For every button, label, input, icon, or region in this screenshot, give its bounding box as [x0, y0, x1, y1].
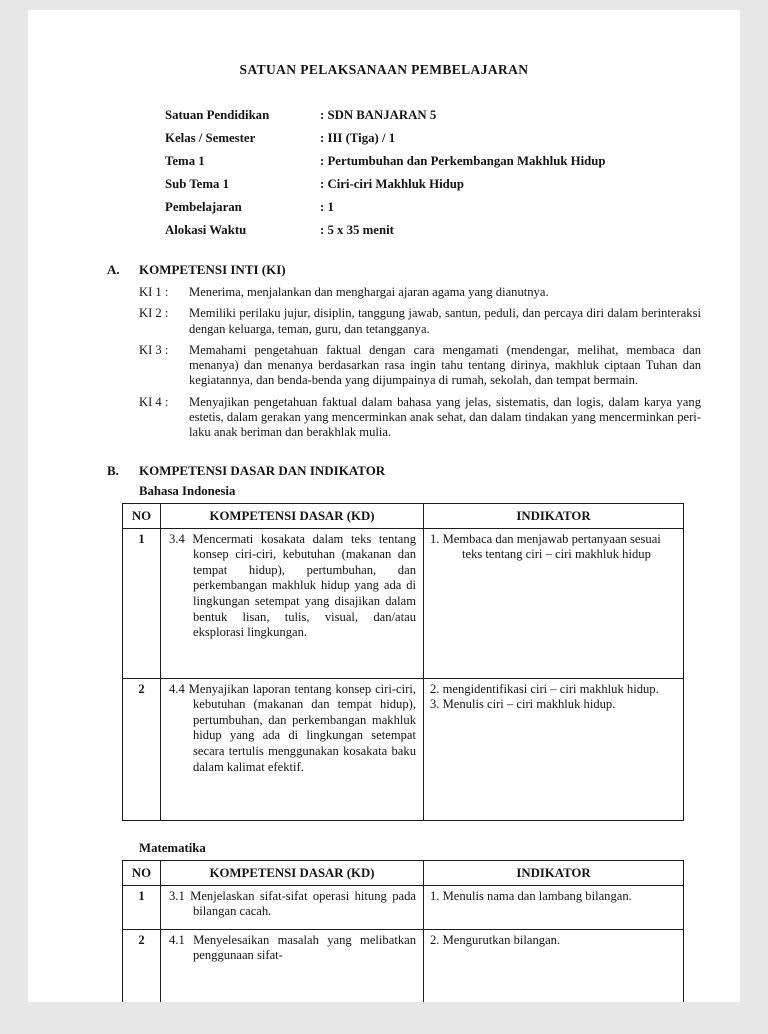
ki-label: KI 3 : [139, 342, 169, 357]
indikator-cell [424, 678, 684, 820]
kd-indikator-table-bahasa [122, 503, 684, 821]
info-row-alokasi-waktu [165, 219, 740, 242]
info-value: : Pertumbuhan dan Perkembangan Makhluk Hidup [320, 154, 606, 168]
ki-text: Memiliki perilaku jujur, disiplin, tanggung jawab, santun, peduli, dan percaya diri dalam berinteraksi dengan keluarga, teman, guru, dan tetangganya. [189, 306, 701, 336]
row-number: 2 [123, 678, 161, 820]
table-row [123, 678, 684, 820]
kd-cell [161, 528, 424, 678]
section-a-heading [107, 262, 740, 278]
kd-text: 4.4 Menyajikan laporan tentang konsep ciri-ciri, kebutuhan (makanan dan tempat hidup), pertumbuhan, dan perkembangan makhluk hidup yang ada di lingkungan setempat secara tertulis menggunakan kosakata baku dalam kalimat efektif. [169, 681, 416, 774]
kd-text: 3.1 Menjelaskan sifat-sifat operasi hitung pada bilangan cacah. [169, 888, 416, 919]
info-label: Kelas / Semester [165, 131, 256, 145]
kd-text: 4.1 Menyelesaikan masalah yang melibatkan penggunaan sifat- [169, 932, 416, 963]
info-value: : III (Tiga) / 1 [320, 131, 396, 145]
ki-label: KI 4 : [139, 394, 169, 409]
indikator-item: 2. mengidentifikasi ciri – ciri makhluk hidup. [430, 681, 659, 696]
ki-item-3 [139, 343, 740, 389]
info-label: Alokasi Waktu [165, 223, 247, 237]
ki-item-1 [139, 285, 740, 300]
section-letter: A. [107, 262, 120, 277]
col-header-kd: KOMPETENSI DASAR (KD) [161, 503, 424, 528]
viewer-background [0, 10, 768, 1002]
kd-indikator-table-matematika [122, 860, 684, 1002]
table-row [123, 929, 684, 1002]
table-header-row [123, 860, 684, 885]
ki-list [139, 285, 740, 441]
table-header-row [123, 503, 684, 528]
indikator-item: 3. Menulis ciri – ciri makhluk hidup. [430, 697, 616, 712]
info-label: Satuan Pendidikan [165, 108, 270, 122]
section-title: KOMPETENSI INTI (KI) [139, 262, 286, 277]
row-number: 1 [123, 885, 161, 929]
section-kompetensi-inti [107, 262, 740, 441]
indikator-item: 1. Menulis nama dan lambang bilangan. [430, 888, 632, 903]
info-value: : SDN BANJARAN 5 [320, 108, 437, 122]
info-label: Pembelajaran [165, 200, 242, 214]
indikator-item: 2. Mengurutkan bilangan. [430, 932, 561, 947]
info-row-sub-tema [165, 173, 740, 196]
kd-text: 3.4 Mencermati kosakata dalam teks tentang konsep ciri-ciri, kebutuhan (makanan dan tempat hidup), pertumbuhan, dan perkembangan makhluk hidup yang ada di lingkungan setempat yang disajikan dalam bentuk lisan, tulis, visual, dan/atau eksplorasi lingkungan. [169, 531, 416, 640]
info-row-tema [165, 150, 740, 173]
section-letter: B. [107, 462, 119, 478]
indikator-cell [424, 528, 684, 678]
indikator-item: 1. Membaca dan menjawab pertanyaan sesuai teks tentang ciri – ciri makhluk hidup [430, 531, 661, 562]
info-label: Tema 1 [165, 154, 205, 168]
table-row [123, 885, 684, 929]
table-row [123, 528, 684, 678]
document-page [28, 10, 740, 1002]
document-title: SATUAN PELAKSANAAN PEMBELAJARAN [239, 62, 529, 77]
ki-text: Menyajikan pengetahuan faktual dalam bahasa yang jelas, sistematis, dan logis, dalam karya yang estetis, dalam gerakan yang mencerminkan anak sehat, dan dalam tindakan yang mencerminkan peri-laku anak beriman dan berakhlak mulia. [189, 394, 701, 440]
col-header-indikator: INDIKATOR [424, 503, 684, 528]
info-value: : 1 [320, 200, 334, 214]
subject-label-matematika: Matematika [139, 840, 206, 855]
section-b-heading [107, 463, 740, 479]
info-row-pembelajaran [165, 196, 740, 219]
indikator-cell [424, 885, 684, 929]
info-row-satuan-pendidikan [165, 104, 740, 127]
info-label: Sub Tema 1 [165, 177, 230, 191]
kd-cell [161, 678, 424, 820]
info-row-kelas-semester [165, 127, 740, 150]
row-number: 2 [123, 929, 161, 1002]
ki-label: KI 1 : [139, 285, 169, 299]
subject-label-bahasa-indonesia: Bahasa Indonesia [139, 483, 236, 498]
ki-label: KI 2 : [139, 306, 169, 321]
col-header-indikator: INDIKATOR [424, 860, 684, 885]
ki-item-2 [139, 306, 740, 337]
info-block [165, 104, 740, 242]
info-value: : Ciri-ciri Makhluk Hidup [320, 177, 464, 191]
section-title: KOMPETENSI DASAR DAN INDIKATOR [139, 462, 386, 478]
row-number: 1 [123, 528, 161, 678]
ki-text: Menerima, menjalankan dan menghargai ajaran agama yang dianutnya. [189, 285, 549, 299]
col-header-no: NO [123, 503, 161, 528]
ki-item-4 [139, 395, 740, 441]
section-kompetensi-dasar-indikator [107, 463, 740, 1002]
kd-cell [161, 885, 424, 929]
col-header-kd: KOMPETENSI DASAR (KD) [161, 860, 424, 885]
info-value: : 5 x 35 menit [320, 223, 394, 237]
col-header-no: NO [123, 860, 161, 885]
indikator-cell [424, 929, 684, 1002]
kd-cell [161, 929, 424, 1002]
ki-text: Memahami pengetahuan faktual dengan cara mengamati (mendengar, melihat, membaca dan menanya) dan menanya berdasarkan rasa ingin tahu tentang dirinya, makhluk ciptaan Tuhan dan kegiatannya, dan benda-benda yang dijumpainya di rumah, sekolah, dan tempat bermain. [189, 342, 701, 388]
